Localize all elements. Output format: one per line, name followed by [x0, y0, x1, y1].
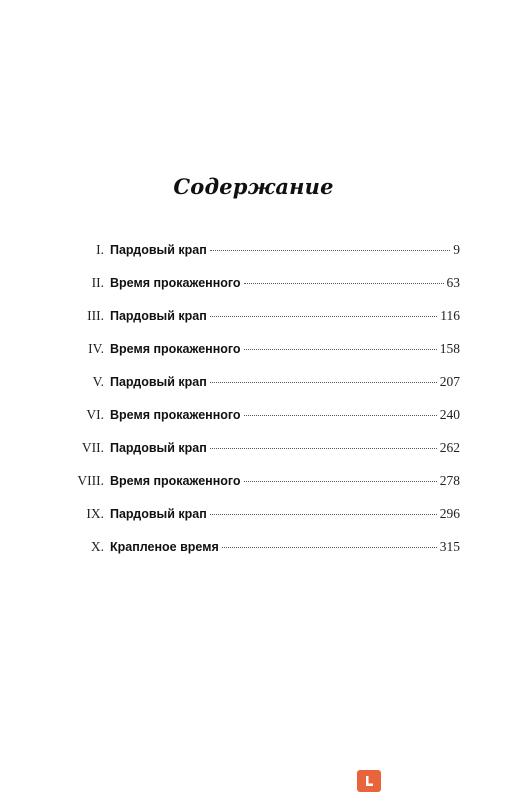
toc-entry — [60, 240, 460, 260]
dot-leader — [210, 447, 437, 449]
chapter-title: Время прокаженного — [110, 408, 241, 422]
dot-leader — [244, 348, 437, 350]
chapter-number: VII. — [81, 440, 104, 455]
logo-glyph-icon — [362, 774, 376, 788]
chapter-title: Время прокаженного — [110, 342, 241, 356]
page-number: 240 — [439, 407, 460, 422]
chapter-title: Пардовый крап — [110, 309, 207, 323]
toc-entry — [60, 438, 460, 458]
dot-leader — [244, 480, 437, 482]
toc-entry — [60, 339, 460, 359]
dot-leader — [210, 513, 437, 515]
chapter-number: IV. — [88, 341, 104, 356]
chapter-title: Время прокаженного — [110, 474, 241, 488]
chapter-number: VIII. — [77, 473, 104, 488]
dot-leader — [210, 249, 451, 251]
toc-entry — [60, 306, 460, 326]
toc-entry — [60, 471, 460, 491]
chapter-number: IX. — [86, 506, 104, 521]
chapter-number: V. — [92, 374, 104, 389]
page-number: 63 — [446, 275, 460, 290]
page-number: 158 — [439, 341, 460, 356]
dot-leader — [222, 546, 437, 548]
page-number: 116 — [440, 308, 460, 323]
page-number: 278 — [439, 473, 460, 488]
toc-entry — [60, 372, 460, 392]
page-number: 207 — [439, 374, 460, 389]
page-number: 315 — [439, 539, 460, 554]
toc-entry — [60, 504, 460, 524]
chapter-title: Крапленое время — [110, 540, 219, 554]
page-title: Содержание — [173, 174, 334, 199]
toc-entry — [60, 273, 460, 293]
chapter-number: X. — [90, 539, 104, 554]
page-number: 262 — [439, 440, 460, 455]
chapter-title: Время прокаженного — [110, 276, 241, 290]
chapter-title: Пардовый крап — [110, 441, 207, 455]
dot-leader — [210, 315, 438, 317]
litres-logo-icon — [357, 770, 381, 792]
page-number: 9 — [453, 242, 460, 257]
page-number: 296 — [439, 506, 460, 521]
dot-leader — [244, 414, 437, 416]
chapter-number: VI. — [86, 407, 104, 422]
chapter-number: I. — [96, 242, 104, 257]
dot-leader — [244, 282, 444, 284]
dot-leader — [210, 381, 437, 383]
toc-entry — [60, 537, 460, 557]
chapter-number: II. — [91, 275, 104, 290]
chapter-title: Пардовый крап — [110, 507, 207, 521]
toc-entry — [60, 405, 460, 425]
chapter-number: III. — [87, 308, 104, 323]
chapter-title: Пардовый крап — [110, 243, 207, 257]
chapter-title: Пардовый крап — [110, 375, 207, 389]
